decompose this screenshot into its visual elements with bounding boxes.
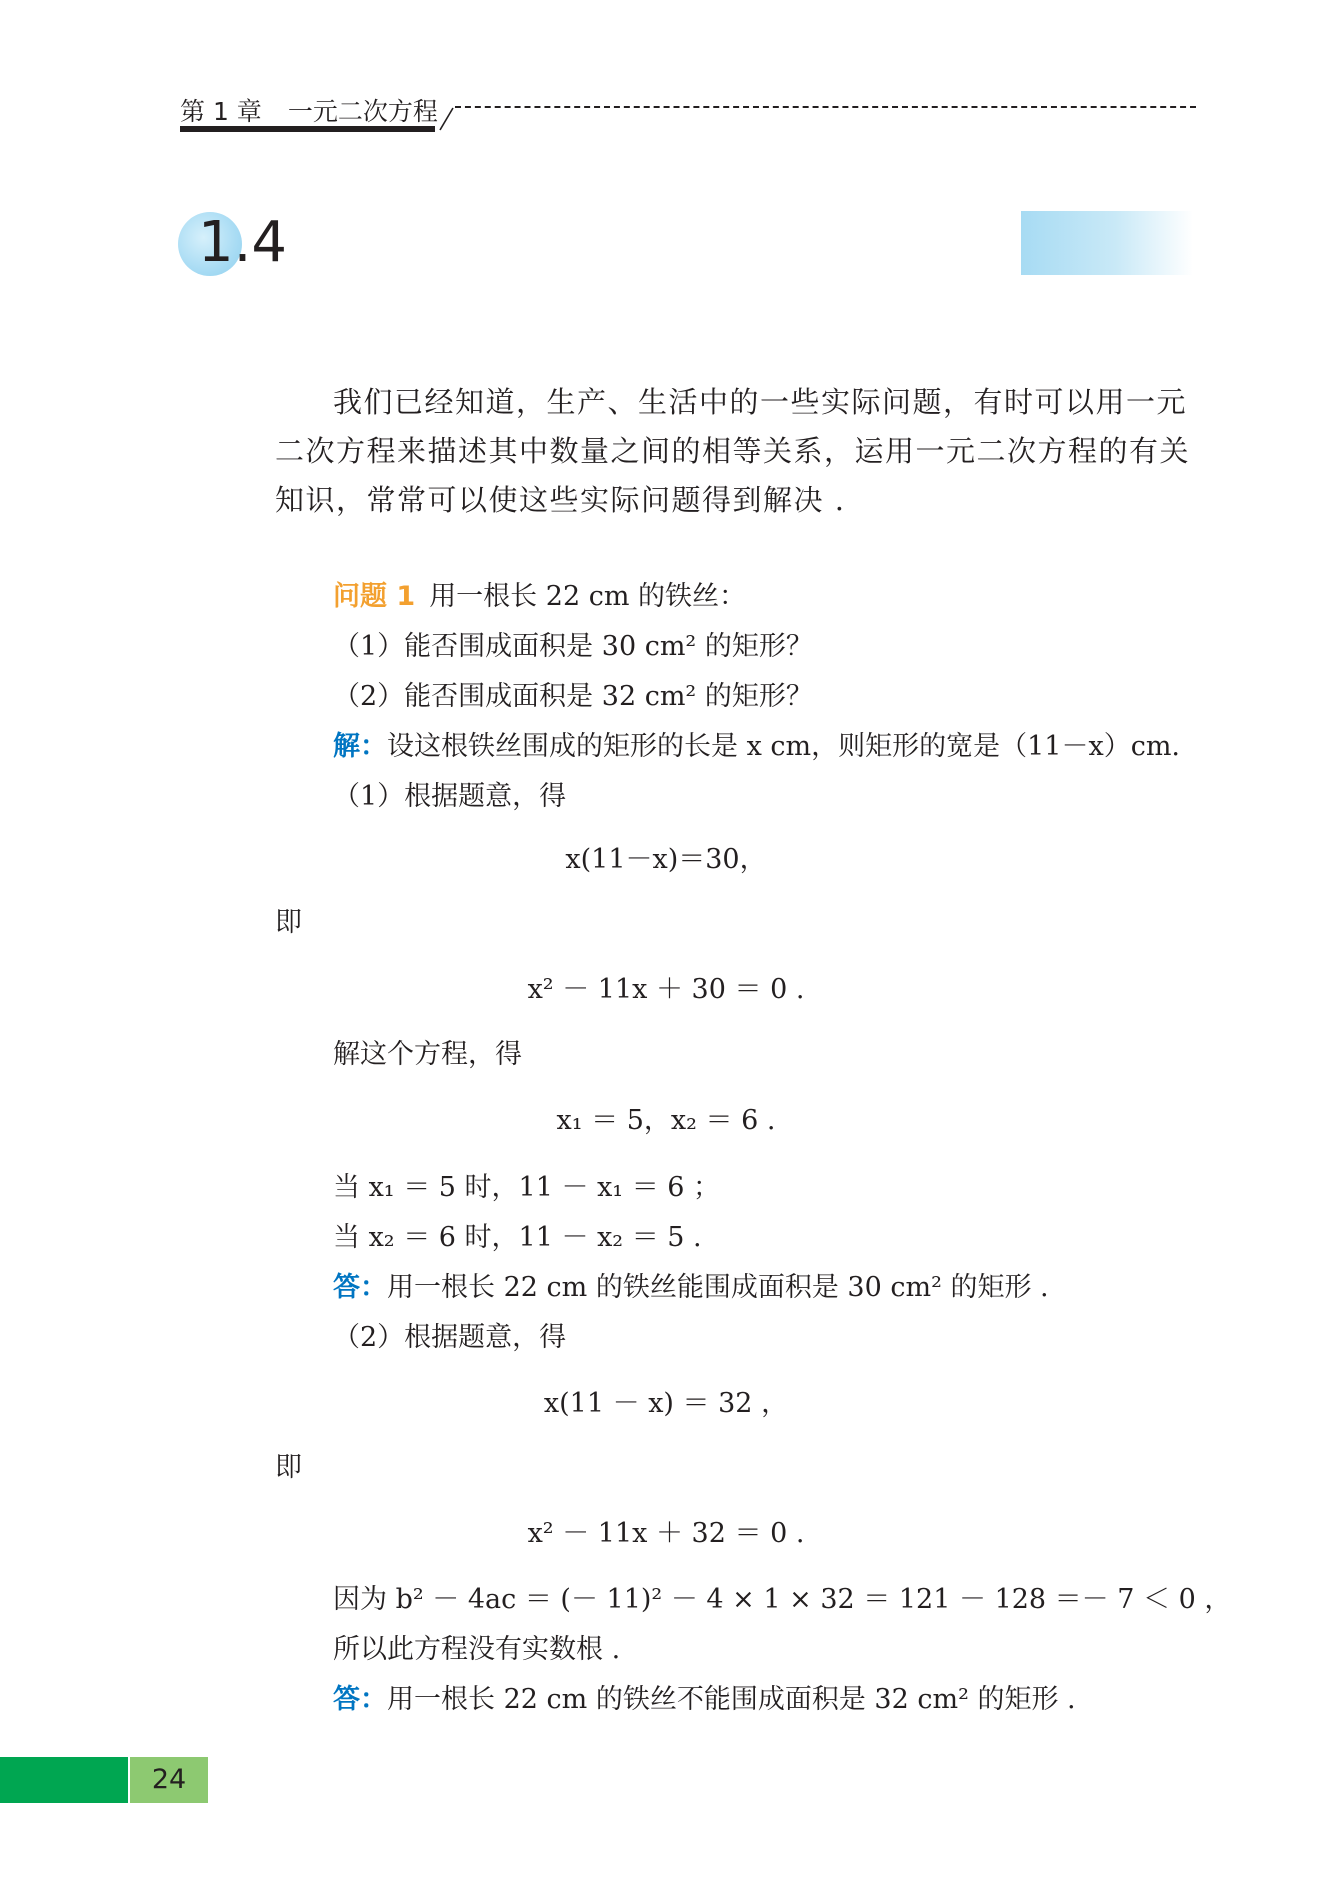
solution-setup-text: 设这根铁丝围成的矩形的长是 x cm，则矩形的宽是（11－x）cm. xyxy=(387,731,1181,762)
answer-label: 答： xyxy=(333,1272,387,1303)
problem-question-1: （1）能否围成面积是 30 cm² 的矩形？ xyxy=(333,631,813,662)
no-root-line: 所以此方程没有实数根 . xyxy=(333,1634,621,1665)
header-slash-divider xyxy=(438,106,454,132)
ji-label-1: 即 xyxy=(275,907,302,938)
roots: x₁ ＝ 5，x₂ ＝ 6 . xyxy=(556,1105,776,1136)
equation-2: x² － 11x ＋ 30 ＝ 0 . xyxy=(527,974,805,1005)
running-header xyxy=(180,88,1196,134)
section-badge xyxy=(178,212,318,276)
ji-label-2: 即 xyxy=(275,1452,302,1483)
header-text xyxy=(180,92,438,128)
chapter-number: 第 1 章 xyxy=(180,97,262,126)
solution-setup xyxy=(333,727,1180,767)
header-underline xyxy=(180,126,435,132)
header-dashed-rule xyxy=(455,106,1196,108)
intro-line: 二次方程来描述其中数量之间的相等关系，运用一元二次方程的有关 xyxy=(275,434,1191,468)
answer-2-text: 用一根长 22 cm 的铁丝不能围成面积是 32 cm² 的矩形 . xyxy=(387,1684,1076,1715)
problem-label: 问题 1 xyxy=(333,581,416,612)
part2-intro: （2）根据题意，得 xyxy=(333,1322,567,1353)
problem-question-2: （2）能否围成面积是 32 cm² 的矩形？ xyxy=(333,681,813,712)
section-number: 1.4 xyxy=(198,210,288,275)
solve-text: 解这个方程，得 xyxy=(333,1039,522,1070)
solution-label: 解： xyxy=(333,731,387,762)
answer-label: 答： xyxy=(333,1684,387,1715)
discriminant-line: 因为 b² － 4ac ＝ (－ 11)² － 4 × 1 × 32 ＝ 121 － 128 ＝－ 7 ＜ 0 ， xyxy=(333,1584,1232,1615)
case-2: 当 x₂ ＝ 6 时，11 － x₂ ＝ 5 . xyxy=(333,1222,702,1253)
equation-1: x(11－x)＝30， xyxy=(565,844,767,875)
problem-heading xyxy=(333,577,746,617)
intro-line: 我们已经知道，生产、生活中的一些实际问题，有时可以用一元 xyxy=(333,385,1188,419)
answer-1-text: 用一根长 22 cm 的铁丝能围成面积是 30 cm² 的矩形 . xyxy=(387,1272,1049,1303)
case-1: 当 x₁ ＝ 5 时，11 － x₁ ＝ 6 ； xyxy=(333,1172,721,1203)
section-ribbon xyxy=(1021,211,1193,275)
intro-paragraph xyxy=(275,378,1200,525)
chapter-title: 一元二次方程 xyxy=(287,97,438,126)
intro-line: 知识，常常可以使这些实际问题得到解决 . xyxy=(275,483,846,517)
equation-3: x(11 － x) ＝ 32 ， xyxy=(543,1388,789,1419)
answer-1 xyxy=(333,1268,1049,1308)
equation-4: x² － 11x ＋ 32 ＝ 0 . xyxy=(527,1518,805,1549)
problem-statement: 用一根长 22 cm 的铁丝： xyxy=(429,581,747,612)
part1-intro: （1）根据题意，得 xyxy=(333,781,567,812)
footer-green-bar xyxy=(0,1757,128,1803)
page-number: 24 xyxy=(130,1757,208,1803)
answer-2 xyxy=(333,1680,1076,1720)
